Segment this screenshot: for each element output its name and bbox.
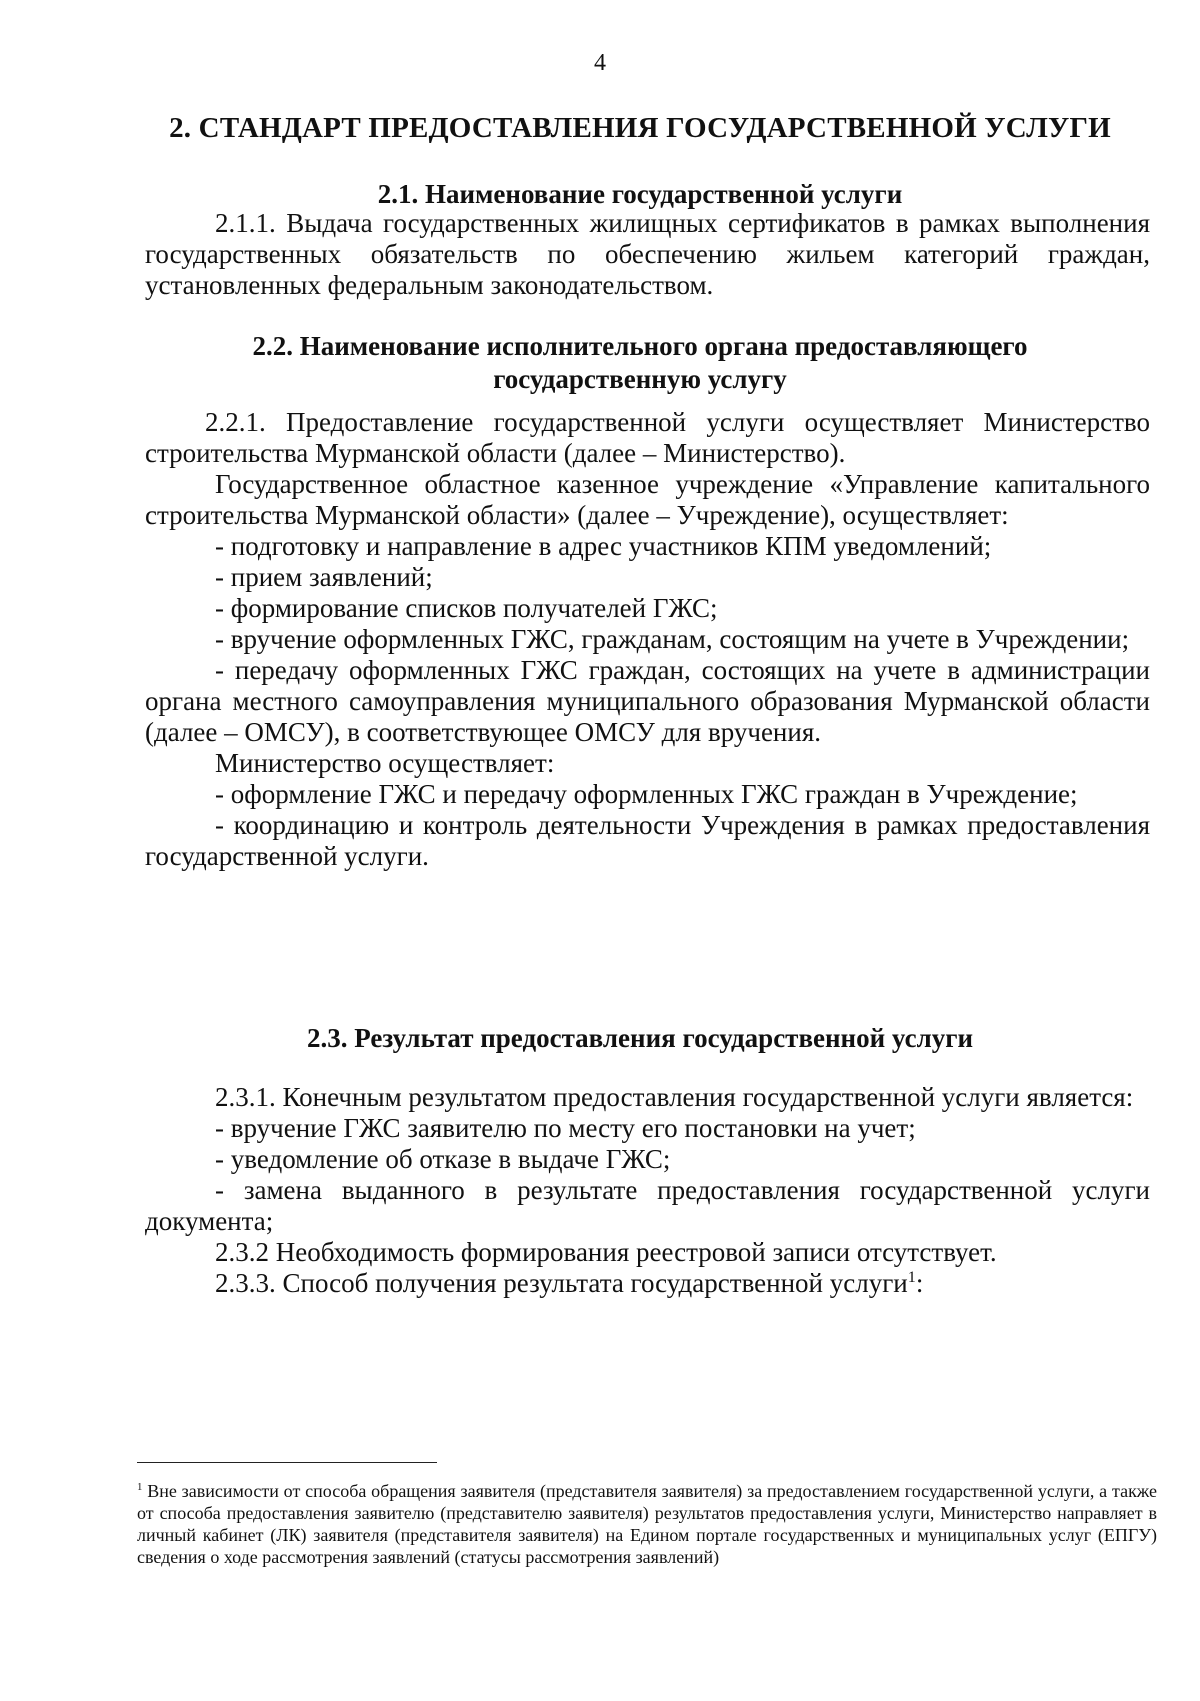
paragraph-ministry: Министерство осуществляет: [215, 748, 555, 778]
section-2-1-body [145, 208, 1150, 301]
list-item: - замена выданного в результате предоставления государственной услуги документа; [145, 1175, 1150, 1236]
list-item: - координацию и контроль деятельности Учреждения в рамках предоставления государственной услуги. [145, 810, 1150, 871]
paragraph-2-3-3 [145, 1268, 1150, 1299]
section-title: 2. СТАНДАРТ ПРЕДОСТАВЛЕНИЯ ГОСУДАРСТВЕННОЙ УСЛУГИ [169, 112, 1111, 144]
section-2-2-body [145, 407, 1150, 872]
list-item: - оформление ГЖС и передачу оформленных ГЖС граждан в Учреждение; [215, 779, 1078, 809]
paragraph-2-1-1: 2.1.1. Выдача государственных жилищных сертификатов в рамках выполнения государственных обязательств по обеспечению жильем категорий граждан, установленных федеральным законодательством. [145, 208, 1150, 300]
paragraph-2-3-3-text: 2.3.3. Способ получения результата государственной услуги [215, 1268, 908, 1298]
list-item: - формирование списков получателей ГЖС; [215, 593, 718, 623]
footnote-reference: 1 [907, 1268, 916, 1286]
paragraph-gku: Государственное областное казенное учреждение «Управление капитального строительства Мурманской области» (далее – Учреждение), осуществляет: [145, 469, 1150, 530]
footnote-text: Вне зависимости от способа обращения заявителя (представителя заявителя) за предоставлением государственной услуги, а также от способа предоставления заявителю (представителю заявителя) результатов предоставления услуги, Министерство направляет в личный кабинет (ЛК) заявителя (представителя заявителя) на Едином портале государственных и муниципальных услуг (ЕПГУ) сведения о ходе рассмотрения заявлений (статусы рассмотрения заявлений) [137, 1481, 1157, 1567]
heading-2-3: 2.3. Результат предоставления государственной услуги [306, 1023, 974, 1053]
footnote [137, 1480, 1157, 1568]
heading-2-2 [140, 330, 1140, 396]
list-item: - вручение ГЖС заявителю по месту его постановки на учет; [215, 1113, 916, 1143]
paragraph-2-3-1: 2.3.1. Конечным результатом предоставления государственной услуги является: [215, 1082, 1134, 1112]
list-item: - прием заявлений; [215, 562, 433, 592]
heading-2-2-line2: государственную услугу [493, 364, 787, 394]
footnote-divider [137, 1462, 437, 1463]
paragraph-2-3-3-end: : [915, 1268, 924, 1298]
list-item: - подготовку и направление в адрес участников КПМ уведомлений; [215, 531, 992, 561]
list-item: - вручение оформленных ГЖС, гражданам, состоящим на учете в Учреждении; [215, 624, 1130, 654]
heading-2-2-line1: 2.2. Наименование исполнительного органа предоставляющего [252, 331, 1028, 361]
paragraph-2-2-1: 2.2.1. Предоставление государственной услуги осуществляет Министерство строительства Мурманской области (далее – Министерство). [145, 407, 1150, 468]
footnote-mark: 1 [137, 1481, 143, 1493]
page-number: 4 [594, 50, 606, 76]
heading-2-1: 2.1. Наименование государственной услуги [377, 179, 903, 209]
section-2-3-body [145, 1082, 1150, 1299]
paragraph-2-3-2: 2.3.2 Необходимость формирования реестровой записи отсутствует. [215, 1237, 997, 1267]
list-item: - передачу оформленных ГЖС граждан, состоящих на учете в администрации органа местного самоуправления муниципального образования Мурманской области (далее – ОМСУ), в соответствующее ОМСУ для вручения. [145, 655, 1150, 747]
list-item: - уведомление об отказе в выдаче ГЖС; [215, 1144, 671, 1174]
